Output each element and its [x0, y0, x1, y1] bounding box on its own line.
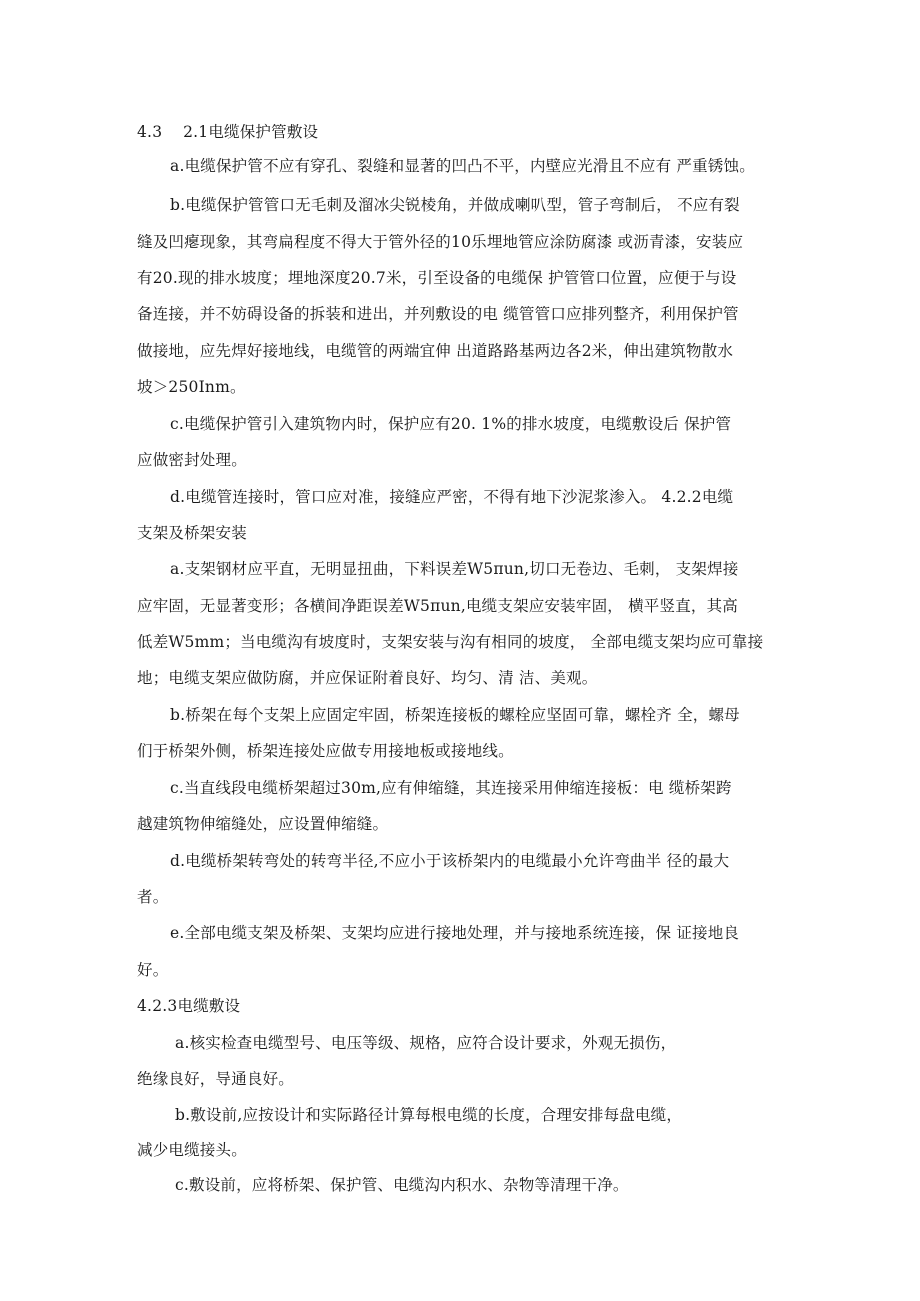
- paragraph-line: c.敷设前，应将桥架、保护管、电缆沟内积水、杂物等清理干净。: [175, 1176, 629, 1194]
- paragraph-line: b.敷设前,应按设计和实际路径计算每根电缆的长度，合理安排每盘电缆，: [175, 1106, 683, 1124]
- paragraph-line: 者。: [137, 888, 169, 906]
- paragraph-line: 好。: [137, 961, 169, 979]
- paragraph-line: c.电缆保护管引入建筑物内时，保护应有20. 1%的排水坡度，电缆敷设后 保护管: [170, 415, 732, 433]
- section-heading: 4.2.3电缆敷设: [137, 997, 241, 1015]
- paragraph-line: 越建筑物伸缩缝处，应设置伸缩缝。: [137, 815, 389, 833]
- section-heading: 4.3 2.1电缆保护管敷设: [137, 123, 319, 141]
- paragraph-line: 做接地，应先焊好接地线，电缆管的两端宜伸 出道路路基两边各2米，伸出建筑物散水: [137, 342, 734, 360]
- paragraph-line: c.当直线段电缆桥架超过30m,应有伸缩缝，其连接采用伸缩连接板：电 缆桥架跨: [170, 779, 732, 797]
- paragraph-line: 应做密封处理。: [137, 451, 247, 469]
- paragraph-line: b.桥架在每个支架上应固定牢固，桥架连接板的螺栓应坚固可靠，螺栓齐 全，螺母: [170, 706, 740, 724]
- paragraph-line: 绝缘良好，导通良好。: [137, 1070, 295, 1088]
- paragraph-line: 支架及桥架安装: [137, 524, 247, 542]
- paragraph-line: 地；电缆支架应做防腐，并应保证附着良好、均匀、清 洁、美观。: [137, 669, 598, 687]
- paragraph-line: e.全部电缆支架及桥架、支架均应进行接地处理，并与接地系统连接，保 证接地良: [170, 924, 740, 942]
- paragraph-line: 缝及凹瘪现象，其弯扁程度不得大于管外径的10乐埋地管应涂防腐漆 或沥青漆，安装应: [137, 233, 744, 251]
- paragraph-line: 们于桥架外侧，桥架连接处应做专用接地板或接地线。: [137, 742, 514, 760]
- paragraph-line: a.支架钢材应平直，无明显扭曲，下料误差W5πun,切口无卷边、毛刺， 支架焊接: [170, 560, 739, 578]
- paragraph-line: 低差W5mm；当电缆沟有坡度时，支架安装与沟有相同的坡度， 全部电缆支架均应可靠接: [137, 633, 764, 651]
- paragraph-line: a.核实检查电缆型号、电压等级、规格，应符合设计要求，外观无损伤，: [175, 1034, 677, 1052]
- paragraph-line: b.电缆保护管管口无毛刺及溜冰尖锐棱角，并做成喇叭型，管子弯制后， 不应有裂: [170, 196, 740, 214]
- paragraph-line: 有20.现的排水坡度；埋地深度20.7米，引至设备的电缆保 护管管口位置，应便于与设: [137, 269, 737, 287]
- paragraph-line: 减少电缆接头。: [137, 1141, 247, 1159]
- paragraph-line: 备连接，并不妨碍设备的拆装和进出，并列敷设的电 缆管管口应排列整齐，利用保护管: [137, 305, 739, 323]
- paragraph-line: a.电缆保护管不应有穿孔、裂缝和显著的凹凸不平，内壁应光滑且不应有 严重锈蚀。: [170, 157, 755, 175]
- paragraph-line: d.电缆桥架转弯处的转弯半径,不应小于该桥架内的电缆最小允许弯曲半 径的最大: [170, 852, 730, 870]
- paragraph-line: 应牢固，无显著变形；各横间净距误差W5πun,电缆支架应安装牢固， 横平竖直，其高: [137, 597, 739, 615]
- paragraph-line: 坡＞250Inm。: [137, 378, 246, 396]
- paragraph-line: d.电缆管连接时，管口应对准，接缝应严密，不得有地下沙泥浆渗入。 4.2.2电缆: [170, 488, 734, 506]
